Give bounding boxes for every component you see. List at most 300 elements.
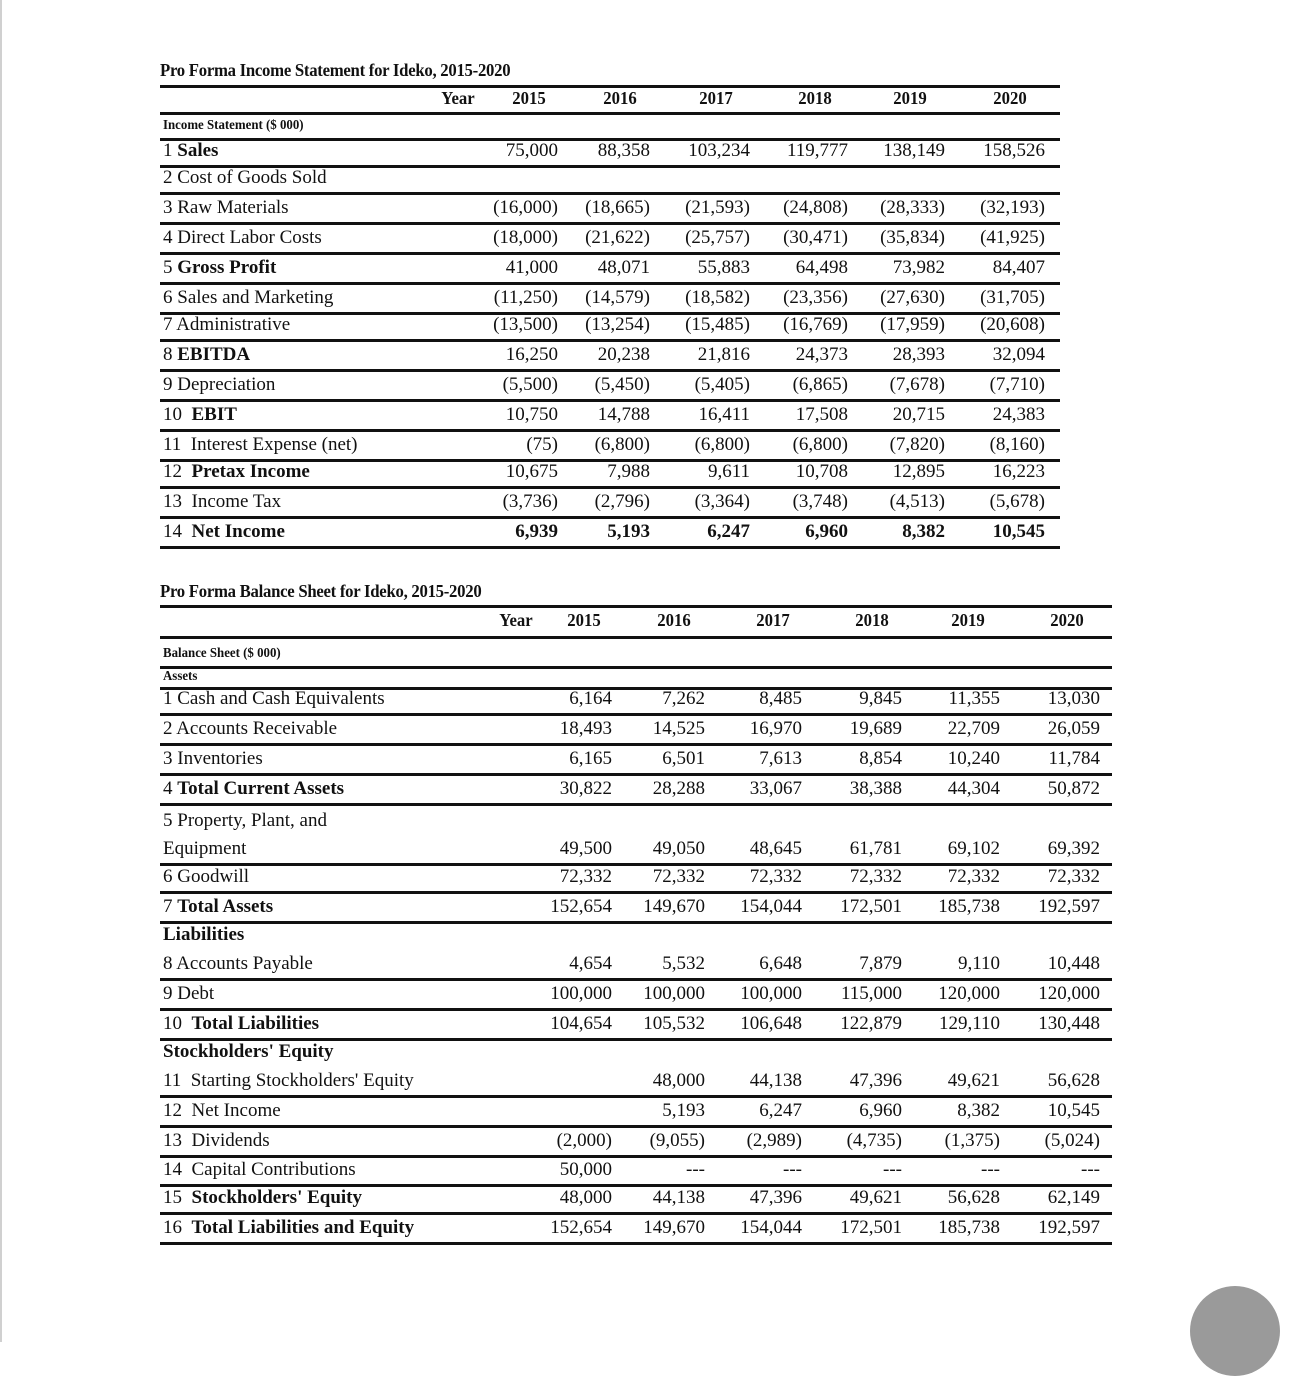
balance-sheet-title: Pro Forma Balance Sheet for Ideko, 2015-2020 [160,581,482,601]
row-number: 14 [163,1159,182,1180]
row-label: Goodwill [177,866,250,887]
row-label-cell [163,980,214,1008]
row-label-cell [163,745,263,773]
value-cell-2020: 16,223 [992,461,1045,482]
table-row [160,342,1060,372]
row-label-cell [163,1067,414,1095]
value-cell-2016: 28,288 [652,778,705,799]
value-cell-2017: --- [783,1159,802,1180]
row-label-cell [163,950,313,978]
value-cell-2017: 6,247 [759,1100,802,1121]
value-cell-2019: 20,715 [892,404,945,425]
value-cell-2020: 130,448 [1038,1013,1100,1034]
value-cell-2015: (16,000) [493,197,558,218]
row-number: 14 [163,521,182,542]
value-cell-2017: (3,364) [694,491,750,512]
value-cell-2015: (13,500) [493,314,558,335]
value-cell-2016: 5,193 [607,521,650,542]
value-cell-2015: 41,000 [505,257,558,278]
divider [160,112,1060,115]
value-cell-2016: 149,670 [643,1217,705,1238]
value-cell-2019: 22,709 [947,718,1000,739]
value-cell-2019: 120,000 [938,983,1000,1004]
value-cell-2018: (24,808) [783,197,848,218]
row-label: Cost of Goods Sold [177,167,327,188]
row-label-cell [163,194,289,222]
row-number: 16 [163,1217,182,1238]
value-cell-2017: 6,648 [759,953,802,974]
value-cell-2019: 73,982 [892,257,945,278]
value-cell-2018: (3,748) [792,491,848,512]
value-cell-2017: (18,582) [685,287,750,308]
value-cell-2018: 38,388 [849,778,902,799]
value-cell-2020: 120,000 [1038,983,1100,1004]
table-row [160,1215,1112,1245]
year-header-2019: 2019 [951,610,985,630]
value-cell-2018: 47,396 [849,1070,902,1091]
row-label-cell [163,224,322,252]
value-cell-2019: 44,304 [947,778,1000,799]
row-number: 6 [163,866,173,887]
row-label: Pretax Income [191,461,310,482]
row-label: Cash and Cash Equivalents [177,688,385,709]
income-statement-title: Pro Forma Income Statement for Ideko, 2015-2020 [160,60,511,80]
row-label-cell [163,341,250,369]
value-cell-2016: (13,254) [585,314,650,335]
value-cell-2016: 5,193 [662,1100,705,1121]
value-cell-2019: 56,628 [947,1187,1000,1208]
value-cell-2020: (7,710) [989,374,1045,395]
row-label: Stockholders' Equity [191,1187,363,1208]
value-cell-2016: 72,332 [652,866,705,887]
value-cell-2017: 16,970 [749,718,802,739]
row-number: 4 [163,227,173,248]
table-row [160,519,1060,549]
value-cell-2015: (5,500) [502,374,558,395]
value-cell-2016: (6,800) [594,434,650,455]
value-cell-2015: 72,332 [559,866,612,887]
value-cell-2018: (16,769) [783,314,848,335]
value-cell-2020: (5,678) [989,491,1045,512]
row-label: Total Assets [177,896,274,917]
value-cell-2019: 72,332 [947,866,1000,887]
row-number: 10 [163,404,182,425]
value-cell-2016: 14,525 [652,718,705,739]
divider [160,636,1112,639]
value-cell-2018: 6,960 [859,1100,902,1121]
value-cell-2018: 64,498 [795,257,848,278]
row-number: 1 [163,140,173,161]
value-cell-2016: 48,000 [652,1070,705,1091]
value-cell-2018: 10,708 [795,461,848,482]
value-cell-2018: 115,000 [840,983,902,1004]
table-row [160,195,1060,225]
value-cell-2016: 14,788 [597,404,650,425]
row-number: 8 [163,953,173,974]
table-row [160,1011,1112,1041]
value-cell-2019: (35,834) [880,227,945,248]
value-cell-2020: (20,608) [980,314,1045,335]
row-label: Interest Expense (net) [190,434,358,455]
value-cell-2018: --- [883,1159,902,1180]
value-cell-2017: 47,396 [749,1187,802,1208]
value-cell-2015: (3,736) [502,491,558,512]
value-cell-2016: 88,358 [597,140,650,161]
row-number: 11 [163,434,182,455]
value-cell-2016: 7,988 [607,461,650,482]
row-number: 9 [163,983,173,1004]
year-header-2016: 2016 [657,610,691,630]
value-cell-2015: 18,493 [559,718,612,739]
value-cell-2015: (75) [526,434,558,455]
row-label-cell [163,1214,414,1242]
value-cell-2018: (4,735) [846,1130,902,1151]
value-cell-2020: (5,024) [1044,1130,1100,1151]
row-label: Gross Profit [177,257,277,278]
value-cell-2020: 50,872 [1047,778,1100,799]
value-cell-2017: 100,000 [740,983,802,1004]
row-number: 9 [163,374,173,395]
value-cell-2020: (41,925) [980,227,1045,248]
value-cell-2017: 7,613 [759,748,802,769]
year-header-2016: 2016 [603,88,637,108]
value-cell-2015: 6,164 [569,688,612,709]
value-cell-2015: 48,000 [559,1187,612,1208]
value-cell-2015: 100,000 [550,983,612,1004]
row-label-cell [163,284,333,312]
row-label-cell [163,164,327,192]
row-number: 12 [163,461,182,482]
value-cell-2019: 12,895 [892,461,945,482]
row-label-cell [163,137,218,165]
row-number: 7 [163,896,173,917]
year-header-2017: 2017 [756,610,790,630]
value-cell-2020: 26,059 [1047,718,1100,739]
value-cell-2020: 10,545 [992,521,1045,542]
value-cell-2019: (7,820) [889,434,945,455]
value-cell-2020: 72,332 [1047,866,1100,887]
value-cell-2017: 33,067 [749,778,802,799]
year-header-2020: 2020 [993,88,1027,108]
row-label: EBITDA [177,344,251,365]
value-cell-2019: 8,382 [902,521,945,542]
row-number: 6 [163,287,173,308]
row-label: Net Income [191,521,285,542]
row-label-cell [163,685,385,713]
value-cell-2020: --- [1081,1159,1100,1180]
value-cell-2019: 8,382 [957,1100,1000,1121]
value-cell-2017: (5,405) [694,374,750,395]
value-cell-2015: 104,654 [550,1013,612,1034]
row-label: EBIT [191,404,237,425]
value-cell-2017: (21,593) [685,197,750,218]
table-row [160,225,1060,255]
value-cell-2016: 105,532 [643,1013,705,1034]
row-label-cell [163,715,337,743]
value-cell-2019: 138,149 [883,140,945,161]
value-cell-2018: 61,781 [849,838,902,859]
value-cell-2015: 6,939 [515,521,558,542]
value-cell-2018: (23,356) [783,287,848,308]
value-cell-2019: 11,355 [948,688,1000,709]
table-row [160,981,1112,1011]
value-cell-2016: (2,796) [594,491,650,512]
value-cell-2017: 106,648 [740,1013,802,1034]
value-cell-2020: 158,526 [983,140,1045,161]
value-cell-2020: (32,193) [980,197,1045,218]
value-cell-2018: 6,960 [805,521,848,542]
table-row [160,746,1112,776]
year-label: Year [441,88,475,108]
liabilities-section-label: Liabilities [163,924,245,945]
value-cell-2016: 5,532 [662,953,705,974]
year-label: Year [499,610,533,630]
value-cell-2016: 44,138 [652,1187,705,1208]
value-cell-2015: 10,675 [505,461,558,482]
value-cell-2015: 152,654 [550,896,612,917]
table-row [160,1185,1112,1215]
value-cell-2018: 19,689 [849,718,902,739]
value-cell-2016: 100,000 [643,983,705,1004]
balance-sheet-subtitle: Balance Sheet ($ 000) [163,646,281,661]
row-label-cell [163,488,281,516]
value-cell-2019: 10,240 [947,748,1000,769]
value-cell-2016: 20,238 [597,344,650,365]
value-cell-2015: (18,000) [493,227,558,248]
row-label-cell [163,863,249,891]
value-cell-2018: (6,865) [792,374,848,395]
row-number: 10 [163,1013,182,1034]
value-cell-2018: 122,879 [840,1013,902,1034]
value-cell-2019: (28,333) [880,197,945,218]
value-cell-2020: 11,784 [1048,748,1100,769]
value-cell-2015: 10,750 [505,404,558,425]
page-edge [0,0,2,1342]
table-row [160,894,1112,924]
row-label-cell [163,518,285,546]
row-label: Total Current Assets [177,778,345,799]
value-cell-2018: 8,854 [859,748,902,769]
value-cell-2020: 192,597 [1038,896,1100,917]
value-cell-2020: 10,448 [1047,953,1100,974]
value-cell-2017: 154,044 [740,896,802,917]
value-cell-2015: 4,654 [569,953,612,974]
row-label: Sales and Marketing [177,287,334,308]
row-number: 4 [163,778,173,799]
value-cell-2015: 152,654 [550,1217,612,1238]
table-row [160,1157,1112,1187]
value-cell-2017: 55,883 [697,257,750,278]
value-cell-2019: 28,393 [892,344,945,365]
table-row [160,312,1060,342]
value-cell-2016: (18,665) [585,197,650,218]
value-cell-2018: (6,800) [792,434,848,455]
value-cell-2019: 185,738 [938,1217,1000,1238]
value-cell-2016: 48,071 [597,257,650,278]
row-number: 3 [163,197,173,218]
value-cell-2016: (21,622) [585,227,650,248]
row-label: Dividends [191,1130,270,1151]
value-cell-2017: 44,138 [749,1070,802,1091]
row-label: Total Liabilities [191,1013,320,1034]
row-label-cell [163,1127,270,1155]
income-statement-subtitle: Income Statement ($ 000) [163,118,304,133]
value-cell-2020: 62,149 [1047,1187,1100,1208]
value-cell-2017: (2,989) [746,1130,802,1151]
table-row [160,459,1060,489]
assets-section-label: Assets [163,669,198,684]
value-cell-2020: 32,094 [992,344,1045,365]
year-header-2019: 2019 [893,88,927,108]
row-label-cell [163,807,388,863]
value-cell-2018: 7,879 [859,953,902,974]
value-cell-2018: 72,332 [849,866,902,887]
value-cell-2015: 30,822 [559,778,612,799]
table-row [160,165,1060,195]
row-label-cell [163,893,273,921]
value-cell-2020: 10,545 [1047,1100,1100,1121]
table-row [160,372,1060,402]
table-row [160,716,1112,746]
row-label-cell [163,458,310,486]
value-cell-2018: 119,777 [786,140,848,161]
table-row [160,402,1060,432]
value-cell-2016: (9,055) [649,1130,705,1151]
row-label: Sales [177,140,219,161]
row-label: Raw Materials [177,197,289,218]
table-row [160,255,1060,285]
row-label-cell [163,254,276,282]
row-label-cell [163,1097,281,1125]
row-label: Total Liabilities and Equity [191,1217,415,1238]
row-number: 13 [163,491,182,512]
value-cell-2015: (2,000) [556,1130,612,1151]
value-cell-2019: 69,102 [947,838,1000,859]
row-number: 3 [163,748,173,769]
value-cell-2018: 172,501 [840,896,902,917]
row-label-cell [163,371,275,399]
row-number: 2 [163,167,173,188]
value-cell-2017: 154,044 [740,1217,802,1238]
value-cell-2016: 49,050 [652,838,705,859]
row-label: Debt [177,983,215,1004]
value-cell-2019: (7,678) [889,374,945,395]
table-row [160,489,1060,519]
year-header-2018: 2018 [798,88,832,108]
value-cell-2017: 8,485 [759,688,802,709]
value-cell-2020: 24,383 [992,404,1045,425]
row-label: Property, Plant, and Equipment [163,810,332,859]
table-row [160,864,1112,894]
row-label-cell [163,1010,319,1038]
floating-action-button[interactable] [1190,1286,1280,1376]
value-cell-2016: (5,450) [594,374,650,395]
value-cell-2015: (11,250) [493,287,558,308]
value-cell-2018: 9,845 [859,688,902,709]
value-cell-2017: (25,757) [685,227,750,248]
row-label-cell [163,311,290,339]
value-cell-2016: 7,262 [662,688,705,709]
year-header-2015: 2015 [567,610,601,630]
row-label: Income Tax [191,491,282,512]
value-cell-2015: 50,000 [559,1159,612,1180]
year-header-2015: 2015 [512,88,546,108]
value-cell-2017: (6,800) [694,434,750,455]
equity-section-label: Stockholders' Equity [163,1041,334,1062]
row-number: 1 [163,688,173,709]
value-cell-2017: 16,411 [698,404,750,425]
value-cell-2020: 13,030 [1047,688,1100,709]
value-cell-2020: 56,628 [1047,1070,1100,1091]
value-cell-2017: 9,611 [707,461,750,482]
year-header-2018: 2018 [855,610,889,630]
row-label: Administrative [176,314,291,335]
row-label-cell [163,1184,362,1212]
value-cell-2019: 185,738 [938,896,1000,917]
table-row [160,776,1112,806]
value-cell-2017: 103,234 [688,140,750,161]
value-cell-2019: (1,375) [944,1130,1000,1151]
value-cell-2015: 75,000 [505,140,558,161]
divider [160,666,1112,669]
value-cell-2019: 49,621 [947,1070,1000,1091]
value-cell-2020: 69,392 [1047,838,1100,859]
value-cell-2016: 6,501 [662,748,705,769]
row-label: Depreciation [177,374,276,395]
value-cell-2017: 48,645 [749,838,802,859]
value-cell-2017: 21,816 [697,344,750,365]
row-number: 12 [163,1100,182,1121]
row-label-cell [163,401,237,429]
row-number: 11 [163,1070,182,1091]
table-row [160,1098,1112,1128]
row-number: 15 [163,1187,182,1208]
value-cell-2019: 129,110 [938,1013,1000,1034]
row-number: 2 [163,718,173,739]
row-label-cell [163,775,344,803]
row-label: Accounts Receivable [176,718,338,739]
row-label: Capital Contributions [191,1159,356,1180]
value-cell-2016: --- [686,1159,705,1180]
value-cell-2018: 17,508 [795,404,848,425]
row-label-cell [163,431,358,459]
value-cell-2020: (31,705) [980,287,1045,308]
value-cell-2020: 84,407 [992,257,1045,278]
value-cell-2019: --- [981,1159,1000,1180]
value-cell-2017: 6,247 [707,521,750,542]
table-row [160,686,1112,716]
row-number: 5 [163,257,173,278]
value-cell-2018: (30,471) [783,227,848,248]
row-number: 7 [163,314,173,335]
row-label-cell [163,1156,356,1184]
value-cell-2020: 192,597 [1038,1217,1100,1238]
value-cell-2016: 149,670 [643,896,705,917]
year-header-2017: 2017 [699,88,733,108]
table-row [160,951,1112,981]
value-cell-2018: 49,621 [849,1187,902,1208]
value-cell-2019: (27,630) [880,287,945,308]
table-row [160,1068,1112,1098]
value-cell-2016: (14,579) [585,287,650,308]
value-cell-2018: 24,373 [795,344,848,365]
value-cell-2020: (8,160) [989,434,1045,455]
table-row [160,1128,1112,1158]
value-cell-2017: 72,332 [749,866,802,887]
row-number: 8 [163,344,173,365]
row-label: Net Income [191,1100,281,1121]
value-cell-2015: 6,165 [569,748,612,769]
